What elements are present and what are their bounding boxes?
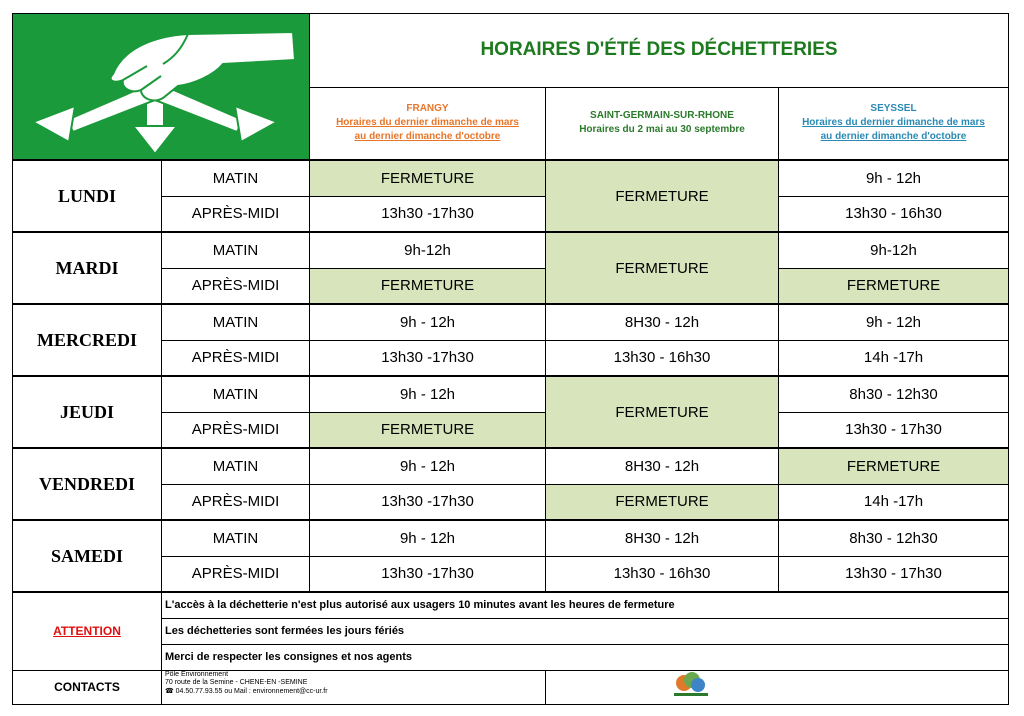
hand-arrows-icon <box>13 14 309 159</box>
seyssel-vendredi-morning: FERMETURE <box>779 448 1009 484</box>
row-mardi-morning <box>13 232 1009 268</box>
frangy-vendredi-morning: 9h - 12h <box>310 448 546 484</box>
frangy-mercredi-afternoon: 13h30 -17h30 <box>310 340 546 376</box>
attention-cell <box>13 592 162 670</box>
period-morning: MATIN <box>162 304 310 340</box>
site-subtitle-seyssel-2: au dernier dimanche d'octobre <box>820 131 967 143</box>
stgermain-vendredi-morning: 8H30 - 12h <box>546 448 779 484</box>
row-samedi-morning <box>13 520 1009 556</box>
day-label: VENDREDI <box>13 448 162 520</box>
row-jeudi-morning <box>13 376 1009 412</box>
period-afternoon: APRÈS-MIDI <box>162 556 310 592</box>
page-title: HORAIRES D'ÉTÉ DES DÉCHETTERIES <box>310 14 1009 88</box>
note-respect: Merci de respecter les consignes et nos agents <box>162 644 1009 670</box>
contacts-label: CONTACTS <box>13 670 162 704</box>
site-subtitle-seyssel-1: Horaires du dernier dimanche de mars <box>802 117 985 129</box>
row-jeudi-afternoon <box>13 412 1009 448</box>
site-name-stgermain: SAINT-GERMAIN-SUR-RHONE <box>590 110 734 122</box>
site-header-seyssel <box>779 87 1009 160</box>
contact-address: 70 route de la Semine - CHENE-EN -SEMINE <box>165 679 308 686</box>
stgermain-mercredi-morning: 8H30 - 12h <box>546 304 779 340</box>
row-mercredi-afternoon <box>13 340 1009 376</box>
frangy-samedi-afternoon: 13h30 -17h30 <box>310 556 546 592</box>
frangy-lundi-afternoon: 13h30 -17h30 <box>310 196 546 232</box>
period-afternoon: APRÈS-MIDI <box>162 340 310 376</box>
stgermain-mardi: FERMETURE <box>546 232 779 304</box>
period-afternoon: APRÈS-MIDI <box>162 412 310 448</box>
row-lundi-morning <box>13 160 1009 196</box>
site-header-stgermain <box>546 87 779 160</box>
row-lundi-afternoon <box>13 196 1009 232</box>
seyssel-jeudi-morning: 8h30 - 12h30 <box>779 376 1009 412</box>
stgermain-samedi-afternoon: 13h30 - 16h30 <box>546 556 779 592</box>
period-afternoon: APRÈS-MIDI <box>162 484 310 520</box>
row-vendredi-morning <box>13 448 1009 484</box>
frangy-mercredi-morning: 9h - 12h <box>310 304 546 340</box>
contact-info <box>162 670 546 704</box>
row-mercredi-morning <box>13 304 1009 340</box>
frangy-jeudi-afternoon: FERMETURE <box>310 412 546 448</box>
seyssel-vendredi-afternoon: 14h -17h <box>779 484 1009 520</box>
seyssel-jeudi-afternoon: 13h30 - 17h30 <box>779 412 1009 448</box>
seyssel-mercredi-afternoon: 14h -17h <box>779 340 1009 376</box>
site-subtitle-frangy-1: Horaires du dernier dimanche de mars <box>336 117 519 129</box>
row-vendredi-afternoon <box>13 484 1009 520</box>
period-afternoon: APRÈS-MIDI <box>162 268 310 304</box>
frangy-vendredi-afternoon: 13h30 -17h30 <box>310 484 546 520</box>
period-morning: MATIN <box>162 520 310 556</box>
site-subtitle-stgermain-1: Horaires du 2 mai au 30 septembre <box>579 124 745 136</box>
schedule-sheet <box>12 13 1008 707</box>
site-header-frangy <box>310 87 546 160</box>
stgermain-vendredi-afternoon: FERMETURE <box>546 484 779 520</box>
frangy-mardi-morning: 9h-12h <box>310 232 546 268</box>
period-morning: MATIN <box>162 448 310 484</box>
period-morning: MATIN <box>162 232 310 268</box>
stgermain-jeudi: FERMETURE <box>546 376 779 448</box>
contact-org: Pôle Environnement <box>165 670 229 678</box>
row-mardi-afternoon <box>13 268 1009 304</box>
period-morning: MATIN <box>162 376 310 412</box>
seyssel-samedi-afternoon: 13h30 - 17h30 <box>779 556 1009 592</box>
day-label: JEUDI <box>13 376 162 448</box>
seyssel-samedi-morning: 8h30 - 12h30 <box>779 520 1009 556</box>
community-logo-icon <box>670 671 712 699</box>
seyssel-lundi-morning: 9h - 12h <box>779 160 1009 196</box>
schedule-table <box>12 13 1009 705</box>
contact-phone-mail: ☎ 04.50.77.93.55 ou Mail : environnement@cc-ur.fr <box>165 687 328 695</box>
note-holidays: Les déchetteries sont fermées les jours fériés <box>162 618 1009 644</box>
day-label: LUNDI <box>13 160 162 232</box>
seyssel-lundi-afternoon: 13h30 - 16h30 <box>779 196 1009 232</box>
footer-logo-cell <box>546 670 1009 704</box>
row-samedi-afternoon <box>13 556 1009 592</box>
seyssel-mercredi-morning: 9h - 12h <box>779 304 1009 340</box>
frangy-samedi-morning: 9h - 12h <box>310 520 546 556</box>
day-label: MARDI <box>13 232 162 304</box>
stgermain-samedi-morning: 8H30 - 12h <box>546 520 779 556</box>
frangy-lundi-morning: FERMETURE <box>310 160 546 196</box>
site-name-seyssel: SEYSSEL <box>870 103 917 115</box>
seyssel-mardi-morning: 9h-12h <box>779 232 1009 268</box>
site-subtitle-frangy-2: au dernier dimanche d'octobre <box>354 131 501 143</box>
frangy-jeudi-morning: 9h - 12h <box>310 376 546 412</box>
header-logo-cell <box>13 14 310 161</box>
period-morning: MATIN <box>162 160 310 196</box>
seyssel-mardi-afternoon: FERMETURE <box>779 268 1009 304</box>
stgermain-lundi: FERMETURE <box>546 160 779 232</box>
site-name-frangy: FRANGY <box>406 103 449 115</box>
note-closing-access: L'accès à la déchetterie n'est plus autorisé aux usagers 10 minutes avant les heures de fermeture <box>162 592 1009 618</box>
attention-label: ATTENTION <box>53 624 121 639</box>
day-label: MERCREDI <box>13 304 162 376</box>
period-afternoon: APRÈS-MIDI <box>162 196 310 232</box>
frangy-mardi-afternoon: FERMETURE <box>310 268 546 304</box>
day-label: SAMEDI <box>13 520 162 592</box>
stgermain-mercredi-afternoon: 13h30 - 16h30 <box>546 340 779 376</box>
